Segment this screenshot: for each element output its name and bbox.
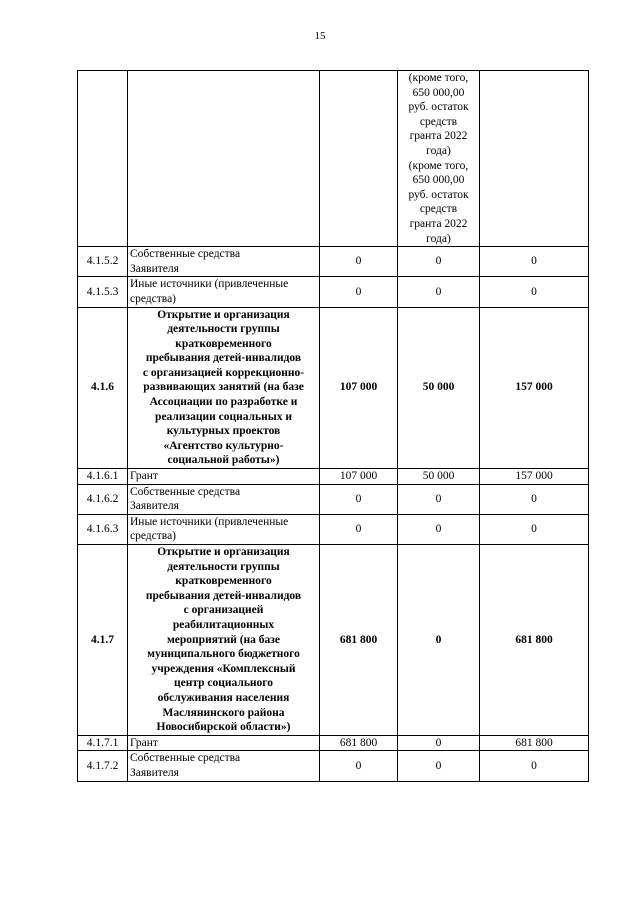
row-name <box>128 277 320 307</box>
page-number: 15 <box>314 30 326 42</box>
note-line: средств <box>419 115 458 128</box>
value-cell-3: 157 000 <box>480 307 589 469</box>
value-cell-1: 0 <box>320 751 398 781</box>
row-name-line: Ассоциации по разработке и <box>149 396 298 409</box>
table-row <box>78 751 589 781</box>
note-line: 650 000,00 <box>412 86 465 99</box>
value-cell-3 <box>480 71 589 247</box>
row-code: 4.1.5.3 <box>78 277 128 307</box>
name-cell <box>128 71 320 247</box>
row-name-line: деятельности группы <box>167 560 280 573</box>
row-code: 4.1.7.2 <box>78 751 128 781</box>
row-code: 4.1.7.1 <box>78 735 128 751</box>
row-name-line: мероприятий (на базе <box>166 633 281 646</box>
row-name-line: Маслянинского района <box>162 706 285 719</box>
value-cell-3: 157 000 <box>480 469 589 485</box>
note-line: гранта 2022 <box>409 217 468 230</box>
row-name-line: «Агентство культурно- <box>163 439 284 452</box>
value-cell-2: 50 000 <box>398 469 480 485</box>
value-cell-2: 0 <box>398 735 480 751</box>
row-name-line: Собственные средства <box>130 248 241 261</box>
value-cell-3: 681 800 <box>480 545 589 736</box>
note-line: года) <box>426 144 451 157</box>
row-name-line: социальной работы») <box>167 454 280 467</box>
note-line: руб. остаток <box>408 188 469 201</box>
row-name-line: Грант <box>130 736 158 749</box>
row-name <box>128 247 320 277</box>
table-row <box>78 735 589 751</box>
note-line: (кроме того, <box>408 72 469 84</box>
table-row <box>78 307 589 469</box>
row-name-line: Заявителя <box>130 500 179 513</box>
row-name <box>128 484 320 514</box>
row-name <box>128 307 320 469</box>
note-line: руб. остаток <box>408 101 469 114</box>
row-code: 4.1.6.2 <box>78 484 128 514</box>
value-cell-2: 0 <box>398 484 480 514</box>
row-name-line: центр социального <box>174 677 273 690</box>
row-name-line: кратковременного <box>175 337 272 350</box>
row-name-line: муниципального бюджетного <box>147 648 300 661</box>
value-cell-3: 0 <box>480 277 589 307</box>
row-name-line: реализации социальных и <box>155 410 292 423</box>
budget-table-body <box>78 71 589 782</box>
row-name-line: культурных проектов <box>166 425 281 438</box>
row-code: 4.1.6 <box>78 307 128 469</box>
row-name-line: учреждения «Комплексный <box>151 662 296 675</box>
row-name-line: реабилитационных <box>172 618 275 631</box>
row-name-line: с организацией коррекционно- <box>142 366 305 379</box>
row-name-line: Открытие и организация <box>157 546 290 558</box>
table-row <box>78 484 589 514</box>
row-name-line: Заявителя <box>130 262 179 275</box>
value-cell-2: 0 <box>398 514 480 544</box>
table-row <box>78 545 589 736</box>
note-line: года) <box>426 232 451 245</box>
value-cell-2: 0 <box>398 545 480 736</box>
value-cell-3: 0 <box>480 514 589 544</box>
row-name-line: развивающих занятий (на базе <box>143 381 304 394</box>
value-cell-2: 0 <box>398 751 480 781</box>
value-cell-1 <box>320 71 398 247</box>
table-row <box>78 247 589 277</box>
row-name-line: средства) <box>130 530 176 543</box>
row-name <box>128 545 320 736</box>
row-name <box>128 469 320 485</box>
row-name-line: Новосибирской области») <box>156 721 291 734</box>
row-code: 4.1.7 <box>78 545 128 736</box>
table-row <box>78 514 589 544</box>
row-name-line: Иные источники (привлеченные <box>130 515 289 528</box>
row-name <box>128 751 320 781</box>
value-cell-3: 0 <box>480 484 589 514</box>
code-cell <box>78 71 128 247</box>
row-name-line: Собственные средства <box>130 752 241 765</box>
row-name-line: пребывания детей-инвалидов <box>145 589 302 602</box>
row-name-line: средства) <box>130 292 176 305</box>
row-code: 4.1.5.2 <box>78 247 128 277</box>
table-row <box>78 469 589 485</box>
value-cell-1: 0 <box>320 514 398 544</box>
value-cell-1: 107 000 <box>320 307 398 469</box>
row-code: 4.1.6.1 <box>78 469 128 485</box>
row-name-line: кратковременного <box>175 575 272 588</box>
value-cell-1: 0 <box>320 277 398 307</box>
table-row <box>78 277 589 307</box>
value-cell-3: 681 800 <box>480 735 589 751</box>
note-cell <box>398 71 480 247</box>
value-cell-3: 0 <box>480 247 589 277</box>
value-cell-1: 0 <box>320 484 398 514</box>
budget-table <box>77 70 589 782</box>
value-cell-3: 0 <box>480 751 589 781</box>
row-name-line: пребывания детей-инвалидов <box>145 352 302 365</box>
row-name-line: деятельности группы <box>167 323 280 336</box>
row-name-line: Грант <box>130 470 158 483</box>
value-cell-1: 681 800 <box>320 545 398 736</box>
value-cell-1: 681 800 <box>320 735 398 751</box>
row-name-line: Собственные средства <box>130 485 241 498</box>
value-cell-1: 0 <box>320 247 398 277</box>
row-name <box>128 514 320 544</box>
row-name-line: с организацией <box>183 604 264 617</box>
row-name-line: Заявителя <box>130 766 179 779</box>
row-name <box>128 735 320 751</box>
note-line: 650 000,00 <box>412 174 465 187</box>
value-cell-2: 0 <box>398 277 480 307</box>
note-line: гранта 2022 <box>409 130 468 143</box>
value-cell-2: 50 000 <box>398 307 480 469</box>
note-line: (кроме того, <box>408 159 469 172</box>
row-name-line: Открытие и организация <box>157 308 290 321</box>
table-row-continuation <box>78 71 589 247</box>
value-cell-2: 0 <box>398 247 480 277</box>
row-code: 4.1.6.3 <box>78 514 128 544</box>
row-name-line: обслуживания населения <box>157 691 290 704</box>
value-cell-1: 107 000 <box>320 469 398 485</box>
row-name-line: Иные источники (привлеченные <box>130 278 289 291</box>
note-line: средств <box>419 203 458 216</box>
